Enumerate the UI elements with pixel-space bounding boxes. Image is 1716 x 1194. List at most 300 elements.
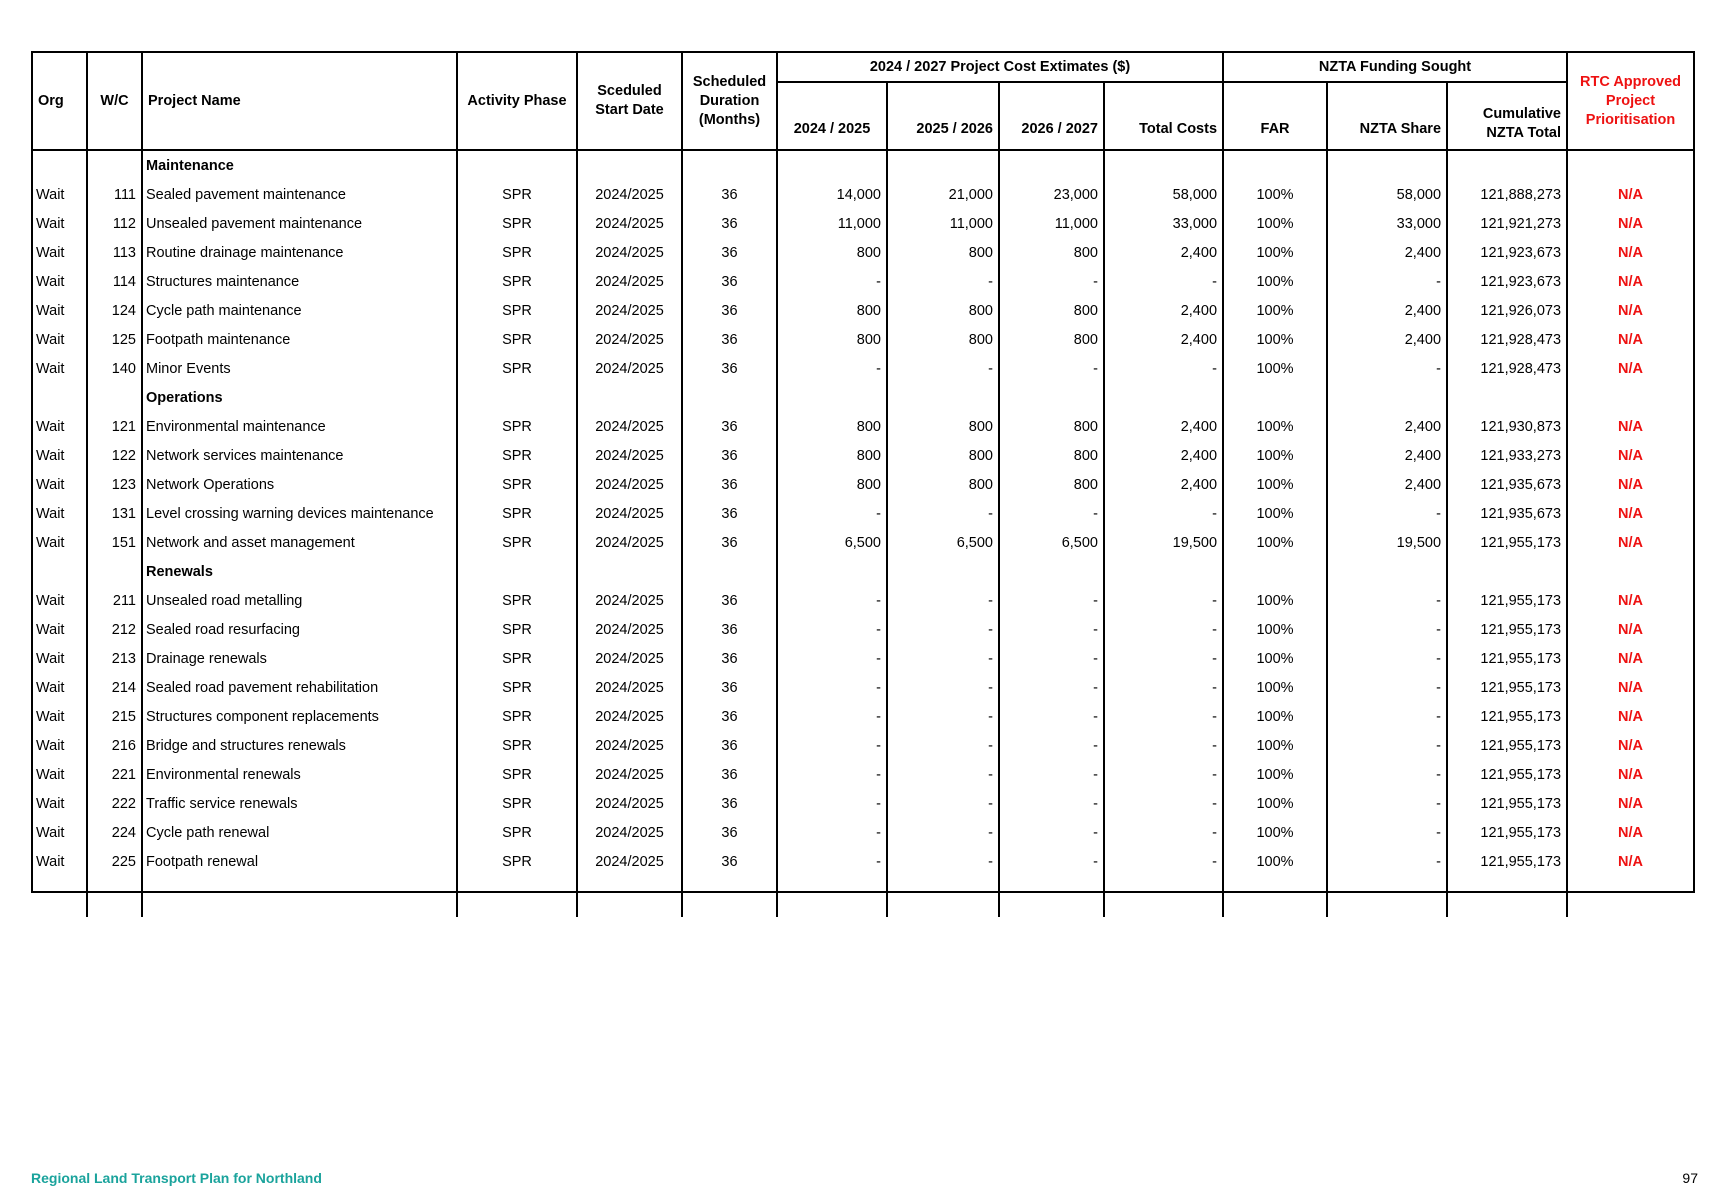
start-date-cell: 2024/2025 — [577, 268, 682, 297]
activity-phase-cell: SPR — [457, 645, 577, 674]
far-cell: 100% — [1223, 326, 1327, 355]
nzta-share-cell: - — [1327, 500, 1447, 529]
rtc-prioritisation-cell: N/A — [1567, 413, 1693, 442]
empty-cell — [87, 384, 142, 413]
duration-cell: 36 — [682, 587, 777, 616]
wc-cell: 123 — [87, 471, 142, 500]
project-name-cell: Level crossing warning devices maintenance — [142, 500, 457, 529]
nzta-share-cell: - — [1327, 761, 1447, 790]
header-funding-group: NZTA Funding Sought — [1223, 53, 1567, 82]
total-costs-cell: - — [1104, 790, 1223, 819]
empty-cell — [682, 558, 777, 587]
cumulative-nzta-total-cell: 121,955,173 — [1447, 616, 1567, 645]
duration-cell: 36 — [682, 761, 777, 790]
far-cell: 100% — [1223, 732, 1327, 761]
footer-title: Regional Land Transport Plan for Northland — [31, 1170, 322, 1186]
start-date-cell: 2024/2025 — [577, 674, 682, 703]
empty-cell — [1327, 150, 1447, 181]
rtc-prioritisation-cell: N/A — [1567, 674, 1693, 703]
empty-cell — [777, 877, 887, 917]
cumulative-nzta-total-cell: 121,928,473 — [1447, 326, 1567, 355]
project-name-cell: Sealed road pavement rehabilitation — [142, 674, 457, 703]
nzta-share-cell: 2,400 — [1327, 297, 1447, 326]
activity-phase-cell: SPR — [457, 471, 577, 500]
far-cell: 100% — [1223, 239, 1327, 268]
duration-cell: 36 — [682, 819, 777, 848]
activity-phase-cell: SPR — [457, 500, 577, 529]
project-name-cell: Footpath renewal — [142, 848, 457, 877]
project-name-cell: Routine drainage maintenance — [142, 239, 457, 268]
start-date-cell: 2024/2025 — [577, 732, 682, 761]
duration-cell: 36 — [682, 674, 777, 703]
duration-cell: 36 — [682, 210, 777, 239]
nzta-share-cell: - — [1327, 616, 1447, 645]
start-date-cell: 2024/2025 — [577, 326, 682, 355]
wc-cell: 216 — [87, 732, 142, 761]
rtc-prioritisation-cell: N/A — [1567, 181, 1693, 210]
wc-cell: 122 — [87, 442, 142, 471]
wc-cell: 114 — [87, 268, 142, 297]
cost-2026-2027-cell: - — [999, 355, 1104, 384]
activity-phase-cell: SPR — [457, 442, 577, 471]
nzta-share-cell: 2,400 — [1327, 326, 1447, 355]
org-cell: Wait — [36, 448, 65, 464]
project-name-cell: Cycle path maintenance — [142, 297, 457, 326]
cost-2024-2025-cell: 800 — [777, 413, 887, 442]
nzta-share-cell: - — [1327, 674, 1447, 703]
start-date-cell: 2024/2025 — [577, 587, 682, 616]
nzta-share-cell: 58,000 — [1327, 181, 1447, 210]
cost-2025-2026-cell: - — [887, 268, 999, 297]
cumulative-nzta-total-cell: 121,926,073 — [1447, 297, 1567, 326]
empty-cell — [887, 150, 999, 181]
org-cell: Wait — [36, 767, 65, 783]
page-number: 97 — [1682, 1170, 1698, 1186]
wc-cell: 213 — [87, 645, 142, 674]
activity-phase-cell: SPR — [457, 239, 577, 268]
cost-2024-2025-cell: - — [777, 268, 887, 297]
rtc-prioritisation-cell: N/A — [1567, 703, 1693, 732]
duration-cell: 36 — [682, 848, 777, 877]
activity-phase-cell: SPR — [457, 761, 577, 790]
table-row — [33, 471, 1693, 500]
table-row — [33, 442, 1693, 471]
nzta-share-cell: - — [1327, 587, 1447, 616]
far-cell: 100% — [1223, 268, 1327, 297]
project-name-cell: Traffic service renewals — [142, 790, 457, 819]
cumulative-nzta-total-cell: 121,955,173 — [1447, 645, 1567, 674]
start-date-cell: 2024/2025 — [577, 239, 682, 268]
org-cell: Wait — [36, 709, 65, 725]
project-name-cell: Environmental renewals — [142, 761, 457, 790]
activity-phase-cell: SPR — [457, 732, 577, 761]
empty-cell — [577, 150, 682, 181]
start-date-cell: 2024/2025 — [577, 529, 682, 558]
start-date-cell: 2024/2025 — [577, 442, 682, 471]
cost-2025-2026-cell: 11,000 — [887, 210, 999, 239]
empty-cell — [33, 558, 87, 587]
project-name-cell: Network Operations — [142, 471, 457, 500]
table-row — [33, 413, 1693, 442]
cost-2025-2026-cell: - — [887, 674, 999, 703]
wc-cell: 225 — [87, 848, 142, 877]
cost-2024-2025-cell: 800 — [777, 471, 887, 500]
org-cell: Wait — [36, 854, 65, 870]
rtc-prioritisation-cell: N/A — [1567, 645, 1693, 674]
empty-cell — [457, 384, 577, 413]
start-date-cell: 2024/2025 — [577, 819, 682, 848]
empty-cell — [1567, 150, 1693, 181]
empty-cell — [577, 877, 682, 917]
table-row — [33, 587, 1693, 616]
table-header — [33, 53, 1693, 150]
wc-cell: 113 — [87, 239, 142, 268]
total-costs-cell: - — [1104, 355, 1223, 384]
start-date-cell: 2024/2025 — [577, 645, 682, 674]
cost-2026-2027-cell: 800 — [999, 297, 1104, 326]
nzta-share-cell: 19,500 — [1327, 529, 1447, 558]
table-row — [33, 500, 1693, 529]
cumulative-nzta-total-cell: 121,955,173 — [1447, 674, 1567, 703]
activity-phase-cell: SPR — [457, 587, 577, 616]
project-name-cell: Structures maintenance — [142, 268, 457, 297]
cost-2025-2026-cell: - — [887, 587, 999, 616]
header-2024-2025: 2024 / 2025 — [777, 82, 887, 150]
cost-2025-2026-cell: 800 — [887, 297, 999, 326]
wc-cell: 221 — [87, 761, 142, 790]
cost-2024-2025-cell: - — [777, 616, 887, 645]
duration-cell: 36 — [682, 471, 777, 500]
duration-cell: 36 — [682, 500, 777, 529]
section-row — [33, 384, 1693, 413]
table-row — [33, 529, 1693, 558]
cumulative-nzta-total-cell: 121,935,673 — [1447, 471, 1567, 500]
total-costs-cell: 33,000 — [1104, 210, 1223, 239]
far-cell: 100% — [1223, 848, 1327, 877]
table-row — [33, 326, 1693, 355]
empty-cell — [457, 558, 577, 587]
empty-cell — [1567, 558, 1693, 587]
total-costs-cell: 2,400 — [1104, 239, 1223, 268]
empty-cell — [999, 150, 1104, 181]
table-row — [33, 268, 1693, 297]
table-row — [33, 355, 1693, 384]
far-cell: 100% — [1223, 210, 1327, 239]
org-cell: Wait — [36, 303, 65, 319]
cost-2025-2026-cell: - — [887, 732, 999, 761]
empty-cell — [577, 558, 682, 587]
empty-cell — [999, 558, 1104, 587]
start-date-cell: 2024/2025 — [577, 210, 682, 239]
nzta-share-cell: 2,400 — [1327, 471, 1447, 500]
empty-cell — [777, 384, 887, 413]
duration-cell: 36 — [682, 616, 777, 645]
org-cell: Wait — [36, 419, 65, 435]
cost-2025-2026-cell: - — [887, 703, 999, 732]
total-costs-cell: 19,500 — [1104, 529, 1223, 558]
section-row — [33, 150, 1693, 181]
rtc-prioritisation-cell: N/A — [1567, 442, 1693, 471]
duration-cell: 36 — [682, 732, 777, 761]
total-costs-cell: 2,400 — [1104, 471, 1223, 500]
rtc-prioritisation-cell: N/A — [1567, 297, 1693, 326]
nzta-share-cell: 2,400 — [1327, 442, 1447, 471]
empty-cell — [1447, 150, 1567, 181]
empty-cell — [33, 877, 87, 917]
project-name-cell: Network and asset management — [142, 529, 457, 558]
total-costs-cell: - — [1104, 587, 1223, 616]
wc-cell: 151 — [87, 529, 142, 558]
empty-cell — [142, 877, 457, 917]
header-start-date: Sceduled Start Date — [577, 53, 682, 150]
cost-2025-2026-cell: - — [887, 761, 999, 790]
cumulative-nzta-total-cell: 121,933,273 — [1447, 442, 1567, 471]
cost-2024-2025-cell: 800 — [777, 239, 887, 268]
project-name-cell: Cycle path renewal — [142, 819, 457, 848]
wc-cell: 131 — [87, 500, 142, 529]
org-cell: Wait — [36, 332, 65, 348]
empty-cell — [1104, 558, 1223, 587]
nzta-share-cell: - — [1327, 819, 1447, 848]
empty-cell — [777, 558, 887, 587]
activity-phase-cell: SPR — [457, 703, 577, 732]
empty-cell — [887, 384, 999, 413]
cost-2024-2025-cell: - — [777, 703, 887, 732]
activity-phase-cell: SPR — [457, 616, 577, 645]
cost-2026-2027-cell: 800 — [999, 471, 1104, 500]
cumulative-nzta-total-cell: 121,923,673 — [1447, 268, 1567, 297]
start-date-cell: 2024/2025 — [577, 181, 682, 210]
nzta-share-cell: - — [1327, 355, 1447, 384]
rtc-prioritisation-cell: N/A — [1567, 587, 1693, 616]
total-costs-cell: 2,400 — [1104, 442, 1223, 471]
section-title: Renewals — [142, 558, 457, 587]
empty-cell — [1327, 384, 1447, 413]
activity-phase-cell: SPR — [457, 413, 577, 442]
header-cost-group: 2024 / 2027 Project Cost Extimates ($) — [777, 53, 1223, 82]
wc-cell: 224 — [87, 819, 142, 848]
cost-2026-2027-cell: - — [999, 268, 1104, 297]
cost-2026-2027-cell: 800 — [999, 442, 1104, 471]
wc-cell: 215 — [87, 703, 142, 732]
wc-cell: 111 — [87, 181, 142, 210]
nzta-share-cell: 33,000 — [1327, 210, 1447, 239]
duration-cell: 36 — [682, 529, 777, 558]
activity-phase-cell: SPR — [457, 819, 577, 848]
cost-2024-2025-cell: - — [777, 500, 887, 529]
project-name-cell: Network services maintenance — [142, 442, 457, 471]
wc-cell: 124 — [87, 297, 142, 326]
org-cell: Wait — [36, 245, 65, 261]
nzta-share-cell: - — [1327, 732, 1447, 761]
header-2025-2026: 2025 / 2026 — [887, 82, 999, 150]
activity-phase-cell: SPR — [457, 210, 577, 239]
empty-cell — [999, 384, 1104, 413]
start-date-cell: 2024/2025 — [577, 471, 682, 500]
far-cell: 100% — [1223, 529, 1327, 558]
table-row — [33, 210, 1693, 239]
project-name-cell: Sealed road resurfacing — [142, 616, 457, 645]
empty-cell — [1567, 384, 1693, 413]
empty-cell — [1104, 150, 1223, 181]
cost-2026-2027-cell: - — [999, 790, 1104, 819]
cost-2024-2025-cell: - — [777, 645, 887, 674]
cost-2025-2026-cell: - — [887, 500, 999, 529]
project-name-cell: Structures component replacements — [142, 703, 457, 732]
wc-cell: 125 — [87, 326, 142, 355]
table-body — [33, 150, 1693, 917]
far-cell: 100% — [1223, 645, 1327, 674]
project-name-cell: Footpath maintenance — [142, 326, 457, 355]
empty-cell — [33, 150, 87, 181]
rtc-prioritisation-cell: N/A — [1567, 732, 1693, 761]
total-costs-cell: - — [1104, 819, 1223, 848]
project-name-cell: Unsealed road metalling — [142, 587, 457, 616]
table-row — [33, 645, 1693, 674]
cumulative-nzta-total-cell: 121,955,173 — [1447, 587, 1567, 616]
rtc-prioritisation-cell: N/A — [1567, 471, 1693, 500]
org-cell: Wait — [36, 361, 65, 377]
total-costs-cell: 2,400 — [1104, 326, 1223, 355]
cumulative-nzta-total-cell: 121,923,673 — [1447, 239, 1567, 268]
cost-2026-2027-cell: - — [999, 645, 1104, 674]
far-cell: 100% — [1223, 819, 1327, 848]
cumulative-nzta-total-cell: 121,955,173 — [1447, 761, 1567, 790]
project-name-cell: Drainage renewals — [142, 645, 457, 674]
far-cell: 100% — [1223, 181, 1327, 210]
total-costs-cell: - — [1104, 616, 1223, 645]
header-wc: W/C — [87, 53, 142, 150]
project-name-cell: Bridge and structures renewals — [142, 732, 457, 761]
project-table-container — [31, 51, 1695, 893]
start-date-cell: 2024/2025 — [577, 703, 682, 732]
rtc-prioritisation-cell: N/A — [1567, 268, 1693, 297]
far-cell: 100% — [1223, 674, 1327, 703]
cost-2024-2025-cell: - — [777, 355, 887, 384]
table-row — [33, 848, 1693, 877]
empty-cell — [457, 150, 577, 181]
empty-cell — [87, 150, 142, 181]
total-costs-cell: - — [1104, 674, 1223, 703]
cost-2024-2025-cell: - — [777, 848, 887, 877]
far-cell: 100% — [1223, 761, 1327, 790]
cost-2024-2025-cell: 11,000 — [777, 210, 887, 239]
cost-2025-2026-cell: - — [887, 355, 999, 384]
header-nzta-share: NZTA Share — [1327, 82, 1447, 150]
empty-cell — [457, 877, 577, 917]
activity-phase-cell: SPR — [457, 268, 577, 297]
rtc-prioritisation-cell: N/A — [1567, 790, 1693, 819]
activity-phase-cell: SPR — [457, 790, 577, 819]
cumulative-nzta-total-cell: 121,955,173 — [1447, 819, 1567, 848]
empty-cell — [999, 877, 1104, 917]
start-date-cell: 2024/2025 — [577, 790, 682, 819]
org-cell: Wait — [36, 477, 65, 493]
cost-2026-2027-cell: 800 — [999, 239, 1104, 268]
cost-2024-2025-cell: - — [777, 674, 887, 703]
empty-cell — [577, 384, 682, 413]
empty-cell — [1104, 877, 1223, 917]
duration-cell: 36 — [682, 268, 777, 297]
rtc-prioritisation-cell: N/A — [1567, 326, 1693, 355]
activity-phase-cell: SPR — [457, 297, 577, 326]
activity-phase-cell: SPR — [457, 181, 577, 210]
wc-cell: 214 — [87, 674, 142, 703]
project-name-cell: Minor Events — [142, 355, 457, 384]
duration-cell: 36 — [682, 413, 777, 442]
project-name-cell: Sealed pavement maintenance — [142, 181, 457, 210]
wc-cell: 140 — [87, 355, 142, 384]
far-cell: 100% — [1223, 355, 1327, 384]
duration-cell: 36 — [682, 790, 777, 819]
org-cell: Wait — [36, 535, 65, 551]
header-duration: Scheduled Duration (Months) — [682, 53, 777, 150]
empty-cell — [1567, 877, 1693, 917]
total-costs-cell: - — [1104, 268, 1223, 297]
wc-cell: 121 — [87, 413, 142, 442]
empty-cell — [777, 150, 887, 181]
total-costs-cell: - — [1104, 645, 1223, 674]
wc-cell: 112 — [87, 210, 142, 239]
table-row — [33, 790, 1693, 819]
empty-cell — [1447, 558, 1567, 587]
far-cell: 100% — [1223, 297, 1327, 326]
cost-2026-2027-cell: - — [999, 587, 1104, 616]
nzta-share-cell: - — [1327, 703, 1447, 732]
header-rtc: RTC Approved Project Prioritisation — [1567, 53, 1693, 150]
total-costs-cell: - — [1104, 500, 1223, 529]
org-cell: Wait — [36, 622, 65, 638]
cumulative-nzta-total-cell: 121,930,873 — [1447, 413, 1567, 442]
table-row — [33, 239, 1693, 268]
total-costs-cell: 2,400 — [1104, 297, 1223, 326]
empty-cell — [87, 877, 142, 917]
cost-2024-2025-cell: 800 — [777, 442, 887, 471]
nzta-share-cell: - — [1327, 645, 1447, 674]
cost-2024-2025-cell: 800 — [777, 326, 887, 355]
total-costs-cell: - — [1104, 703, 1223, 732]
org-cell: Wait — [36, 274, 65, 290]
cumulative-nzta-total-cell: 121,921,273 — [1447, 210, 1567, 239]
start-date-cell: 2024/2025 — [577, 761, 682, 790]
cost-2024-2025-cell: - — [777, 761, 887, 790]
empty-cell — [887, 877, 999, 917]
cost-2026-2027-cell: 6,500 — [999, 529, 1104, 558]
cost-2025-2026-cell: 6,500 — [887, 529, 999, 558]
activity-phase-cell: SPR — [457, 355, 577, 384]
empty-cell — [682, 150, 777, 181]
org-cell: Wait — [36, 825, 65, 841]
cost-2026-2027-cell: 800 — [999, 326, 1104, 355]
table-row — [33, 674, 1693, 703]
start-date-cell: 2024/2025 — [577, 848, 682, 877]
duration-cell: 36 — [682, 645, 777, 674]
project-name-cell: Unsealed pavement maintenance — [142, 210, 457, 239]
duration-cell: 36 — [682, 297, 777, 326]
duration-cell: 36 — [682, 326, 777, 355]
header-activity-phase: Activity Phase — [457, 53, 577, 150]
org-cell: Wait — [36, 506, 65, 522]
cost-2024-2025-cell: - — [777, 587, 887, 616]
rtc-prioritisation-cell: N/A — [1567, 848, 1693, 877]
wc-cell: 211 — [87, 587, 142, 616]
header-far: FAR — [1223, 82, 1327, 150]
rtc-prioritisation-cell: N/A — [1567, 529, 1693, 558]
empty-cell — [887, 558, 999, 587]
rtc-prioritisation-cell: N/A — [1567, 239, 1693, 268]
header-project-name: Project Name — [142, 53, 457, 150]
far-cell: 100% — [1223, 790, 1327, 819]
